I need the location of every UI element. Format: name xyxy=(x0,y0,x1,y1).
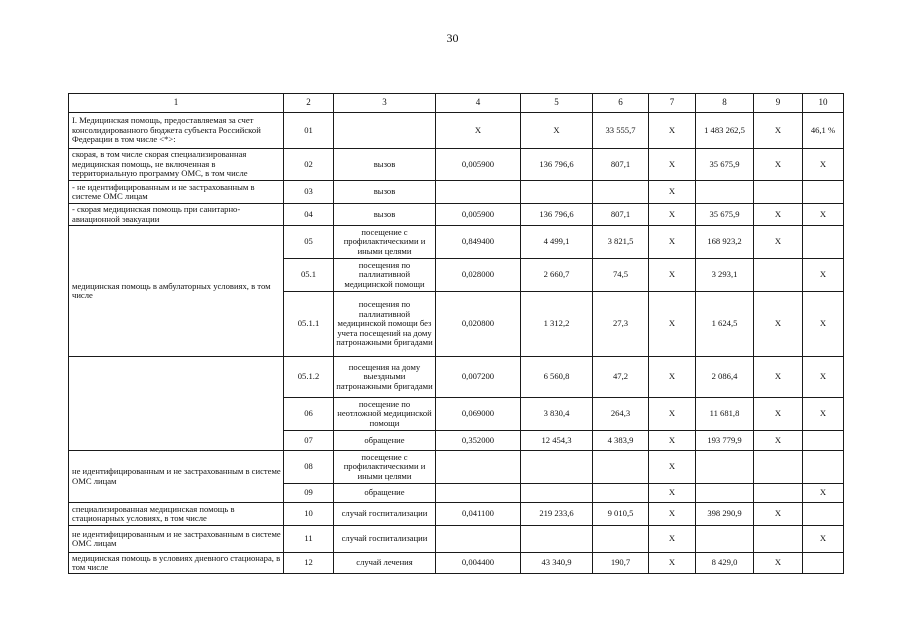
table-cell: Х xyxy=(649,181,696,204)
unit-cell: посещение с профилактическими и иными целями xyxy=(334,226,436,259)
row-number: 04 xyxy=(284,204,334,226)
column-header: 3 xyxy=(334,94,436,113)
table-cell: 0,849400 xyxy=(436,226,521,259)
unit-cell: вызов xyxy=(334,181,436,204)
table-cell: 807,1 xyxy=(593,204,649,226)
table-cell xyxy=(803,431,844,451)
table-row xyxy=(69,503,844,526)
table-cell: 9 010,5 xyxy=(593,503,649,526)
column-header: 8 xyxy=(696,94,754,113)
table-cell: Х xyxy=(649,226,696,259)
unit-cell: обращение xyxy=(334,431,436,451)
table-row xyxy=(69,204,844,226)
row-number: 01 xyxy=(284,113,334,149)
table-cell: Х xyxy=(803,292,844,357)
table-cell xyxy=(803,503,844,526)
table-cell: Х xyxy=(754,553,803,574)
table-cell: 0,005900 xyxy=(436,204,521,226)
row-number: 05.1.2 xyxy=(284,357,334,398)
table-cell xyxy=(696,451,754,484)
table-cell: Х xyxy=(521,113,593,149)
unit-cell: обращение xyxy=(334,484,436,503)
row-description: - скорая медицинская помощь при санитарно-авиационной эвакуации xyxy=(69,204,284,226)
table-cell: 46,1 % xyxy=(803,113,844,149)
table-cell: Х xyxy=(649,451,696,484)
table-cell: 1 312,2 xyxy=(521,292,593,357)
column-header: 2 xyxy=(284,94,334,113)
table-cell: Х xyxy=(754,113,803,149)
unit-cell: случай лечения xyxy=(334,553,436,574)
table-cell: Х xyxy=(803,398,844,431)
column-header: 10 xyxy=(803,94,844,113)
table-cell: Х xyxy=(649,553,696,574)
table-cell xyxy=(754,259,803,292)
row-number: 07 xyxy=(284,431,334,451)
table-cell xyxy=(696,526,754,553)
table-cell: Х xyxy=(649,357,696,398)
table-cell xyxy=(521,451,593,484)
table-cell: Х xyxy=(649,292,696,357)
row-number: 08 xyxy=(284,451,334,484)
table-cell: Х xyxy=(649,113,696,149)
table-cell: 8 429,0 xyxy=(696,553,754,574)
table-cell: Х xyxy=(649,259,696,292)
table-cell: Х xyxy=(754,149,803,181)
table-cell: 4 383,9 xyxy=(593,431,649,451)
table-cell xyxy=(803,226,844,259)
unit-cell: вызов xyxy=(334,149,436,181)
table-cell: 3 821,5 xyxy=(593,226,649,259)
table-cell: 1 624,5 xyxy=(696,292,754,357)
table-row xyxy=(69,451,844,484)
row-number: 12 xyxy=(284,553,334,574)
table-cell: Х xyxy=(649,484,696,503)
table-cell: 4 499,1 xyxy=(521,226,593,259)
row-description: не идентифицированным и не застрахованным в системе ОМС лицам xyxy=(69,526,284,553)
table-cell xyxy=(803,553,844,574)
table-cell xyxy=(754,181,803,204)
table-cell: Х xyxy=(436,113,521,149)
table-cell: Х xyxy=(803,204,844,226)
row-number: 09 xyxy=(284,484,334,503)
table-cell xyxy=(521,484,593,503)
table-cell: 12 454,3 xyxy=(521,431,593,451)
table-cell: Х xyxy=(803,526,844,553)
table-cell: Х xyxy=(649,398,696,431)
table-cell: Х xyxy=(754,226,803,259)
table-cell xyxy=(803,451,844,484)
table-cell: Х xyxy=(754,292,803,357)
table-cell: 6 560,8 xyxy=(521,357,593,398)
table-cell xyxy=(593,181,649,204)
row-description: не идентифицированным и не застрахованным в системе ОМС лицам xyxy=(69,451,284,503)
table-cell: 3 293,1 xyxy=(696,259,754,292)
table-cell: Х xyxy=(803,484,844,503)
row-description: специализированная медицинская помощь в стационарных условиях, в том числе xyxy=(69,503,284,526)
table-cell: 0,069000 xyxy=(436,398,521,431)
table-cell xyxy=(754,484,803,503)
table-cell xyxy=(593,451,649,484)
table-cell: 47,2 xyxy=(593,357,649,398)
table-row xyxy=(69,181,844,204)
table-cell: 3 830,4 xyxy=(521,398,593,431)
table-cell: 807,1 xyxy=(593,149,649,181)
table-cell: Х xyxy=(754,204,803,226)
column-header: 7 xyxy=(649,94,696,113)
row-number: 06 xyxy=(284,398,334,431)
table-cell: Х xyxy=(754,503,803,526)
unit-cell: посещение с профилактическими и иными целями xyxy=(334,451,436,484)
table-cell xyxy=(754,451,803,484)
table-cell: 190,7 xyxy=(593,553,649,574)
unit-cell: вызов xyxy=(334,204,436,226)
table-cell: 0,041100 xyxy=(436,503,521,526)
table-cell xyxy=(436,451,521,484)
table-cell: Х xyxy=(754,398,803,431)
row-number: 05.1 xyxy=(284,259,334,292)
table-header-row xyxy=(69,94,844,113)
table-cell: 0,028000 xyxy=(436,259,521,292)
column-header: 4 xyxy=(436,94,521,113)
table-cell: Х xyxy=(754,357,803,398)
row-description: - не идентифицированным и не застрахованным в системе ОМС лицам xyxy=(69,181,284,204)
table-cell: Х xyxy=(649,431,696,451)
table-cell: 168 923,2 xyxy=(696,226,754,259)
table-cell: 2 086,4 xyxy=(696,357,754,398)
table-cell xyxy=(521,181,593,204)
table-cell xyxy=(436,181,521,204)
column-header: 5 xyxy=(521,94,593,113)
data-table xyxy=(68,93,844,574)
row-number: 11 xyxy=(284,526,334,553)
table-cell: 43 340,9 xyxy=(521,553,593,574)
table-cell: 136 796,6 xyxy=(521,204,593,226)
row-description: скорая, в том числе скорая специализированная медицинская помощь, не включенная в территориальную программу ОМС, в том числе xyxy=(69,149,284,181)
row-description: медицинская помощь в условиях дневного стационара, в том числе xyxy=(69,553,284,574)
table-row xyxy=(69,357,844,398)
unit-cell xyxy=(334,113,436,149)
table-cell: 35 675,9 xyxy=(696,149,754,181)
table-cell: Х xyxy=(649,149,696,181)
table-row xyxy=(69,149,844,181)
table-cell: 0,352000 xyxy=(436,431,521,451)
unit-cell: случай госпитализации xyxy=(334,503,436,526)
table-cell: Х xyxy=(803,259,844,292)
unit-cell: посещения на дому выездными патронажными бригадами xyxy=(334,357,436,398)
table-cell xyxy=(696,484,754,503)
table-cell: Х xyxy=(754,431,803,451)
table-cell xyxy=(593,484,649,503)
unit-cell: посещения по паллиативной медицинской помощи без учета посещений на дому патронажными бригадами xyxy=(334,292,436,357)
column-header: 1 xyxy=(69,94,284,113)
row-description xyxy=(69,357,284,451)
table-cell: 0,005900 xyxy=(436,149,521,181)
unit-cell: посещение по неотложной медицинской помощи xyxy=(334,398,436,431)
table-cell: 27,3 xyxy=(593,292,649,357)
table-cell: 33 555,7 xyxy=(593,113,649,149)
table-cell: 0,004400 xyxy=(436,553,521,574)
table-cell: 136 796,6 xyxy=(521,149,593,181)
table-cell xyxy=(754,526,803,553)
row-description: I. Медицинская помощь, предоставляемая за счет консолидированного бюджета субъекта Российской Федерации в том числе <*>: xyxy=(69,113,284,149)
table-cell: 1 483 262,5 xyxy=(696,113,754,149)
table-row xyxy=(69,226,844,259)
table-cell: Х xyxy=(649,204,696,226)
table-cell: Х xyxy=(649,526,696,553)
table-cell: 398 290,9 xyxy=(696,503,754,526)
table-cell: 264,3 xyxy=(593,398,649,431)
row-number: 05.1.1 xyxy=(284,292,334,357)
row-number: 05 xyxy=(284,226,334,259)
table-cell: 74,5 xyxy=(593,259,649,292)
table-cell: 35 675,9 xyxy=(696,204,754,226)
table-cell: 0,007200 xyxy=(436,357,521,398)
table-row xyxy=(69,553,844,574)
unit-cell: случай госпитализации xyxy=(334,526,436,553)
column-header: 9 xyxy=(754,94,803,113)
table-cell xyxy=(803,181,844,204)
table-cell xyxy=(521,526,593,553)
table-cell xyxy=(436,484,521,503)
table-cell: 2 660,7 xyxy=(521,259,593,292)
row-number: 02 xyxy=(284,149,334,181)
row-description: медицинская помощь в амбулаторных условиях, в том числе xyxy=(69,226,284,357)
table-row xyxy=(69,526,844,553)
table-cell: 11 681,8 xyxy=(696,398,754,431)
table-cell xyxy=(593,526,649,553)
table-cell: Х xyxy=(803,149,844,181)
table-row xyxy=(69,113,844,149)
page-number: 30 xyxy=(446,31,459,45)
table-cell: Х xyxy=(803,357,844,398)
unit-cell: посещения по паллиативной медицинской помощи xyxy=(334,259,436,292)
row-number: 10 xyxy=(284,503,334,526)
column-header: 6 xyxy=(593,94,649,113)
table-cell: 193 779,9 xyxy=(696,431,754,451)
table-cell xyxy=(696,181,754,204)
table-cell xyxy=(436,526,521,553)
table-cell: 219 233,6 xyxy=(521,503,593,526)
row-number: 03 xyxy=(284,181,334,204)
table-cell: 0,020800 xyxy=(436,292,521,357)
table-cell: Х xyxy=(649,503,696,526)
